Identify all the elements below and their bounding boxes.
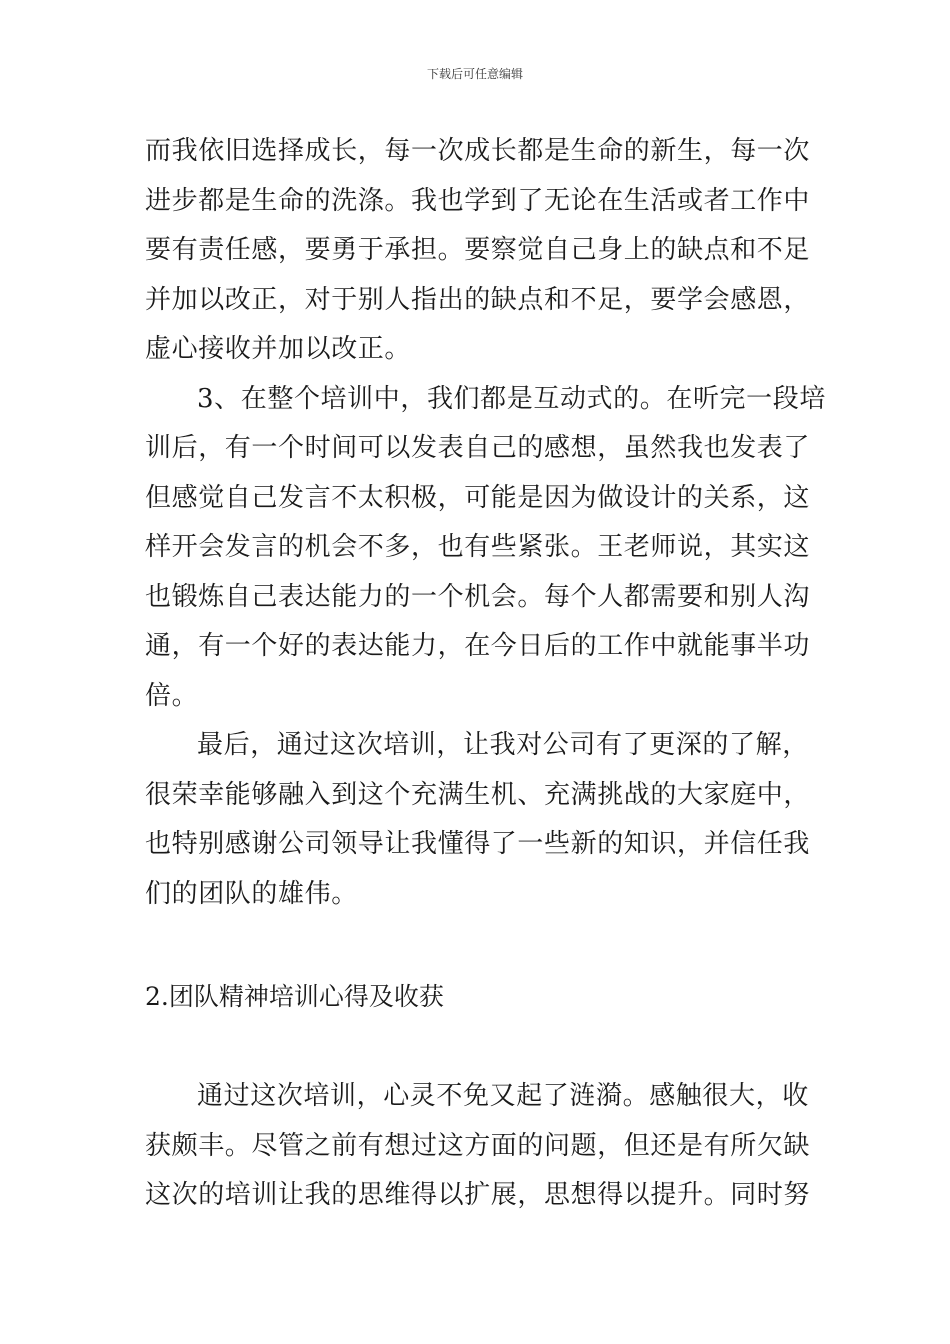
paragraph-line: 们的团队的雄伟。 [145, 878, 358, 909]
paragraph-line: 通，有一个好的表达能力，在今日后的工作中就能事半功 [145, 631, 811, 661]
paragraph-line: 倍。 [145, 680, 199, 711]
page-header: 下载后可任意编辑 [426, 67, 523, 81]
paragraph-line: 也锻炼自己表达能力的一个机会。每个人都需要和别人沟 [145, 581, 811, 612]
paragraph-line: 这次的培训让我的思维得以扩展，思想得以提升。同时努 [145, 1180, 811, 1210]
paragraph-line: 进步都是生命的洗涤。我也学到了无论在生活或者工作中 [145, 185, 811, 216]
paragraph-line: 并加以改正，对于别人指出的缺点和不足，要学会感恩， [145, 284, 811, 315]
paragraph-line: 但感觉自己发言不太积极，可能是因为做设计的关系，这 [145, 482, 811, 513]
paragraph-line: 要有责任感，要勇于承担。要察觉自己身上的缺点和不足 [145, 235, 811, 265]
paragraph-line: 训后，有一个时间可以发表自己的感想，虽然我也发表了 [145, 433, 811, 463]
paragraph-line: 最后，通过这次培训，让我对公司有了更深的了解， [197, 730, 809, 760]
paragraph-line: 样开会发言的机会不多，也有些紧张。王老师说，其实这 [145, 532, 811, 562]
section-heading: 2.团队精神培训心得及收获 [145, 982, 444, 1011]
paragraph-line: 很荣幸能够融入到这个充满生机、充满挑战的大家庭中， [145, 779, 811, 810]
paragraph-line: 获颇丰。尽管之前有想过这方面的问题，但还是有所欠缺 [145, 1130, 811, 1161]
body-text-block-2 [145, 1072, 811, 1221]
body-text-block-1 [145, 127, 826, 919]
paragraph-line: 而我依旧选择成长，每一次成长都是生命的新生，每一次 [145, 136, 811, 166]
paragraph-line: 虚心接收并加以改正。 [145, 334, 412, 364]
paragraph-line: 也特别感谢公司领导让我懂得了一些新的知识，并信任我 [145, 829, 811, 859]
paragraph-line: 3、在整个培训中，我们都是互动式的。在听完一段培 [197, 383, 826, 414]
paragraph-line: 通过这次培训，心灵不免又起了涟漪。感触很大，收 [197, 1081, 809, 1111]
